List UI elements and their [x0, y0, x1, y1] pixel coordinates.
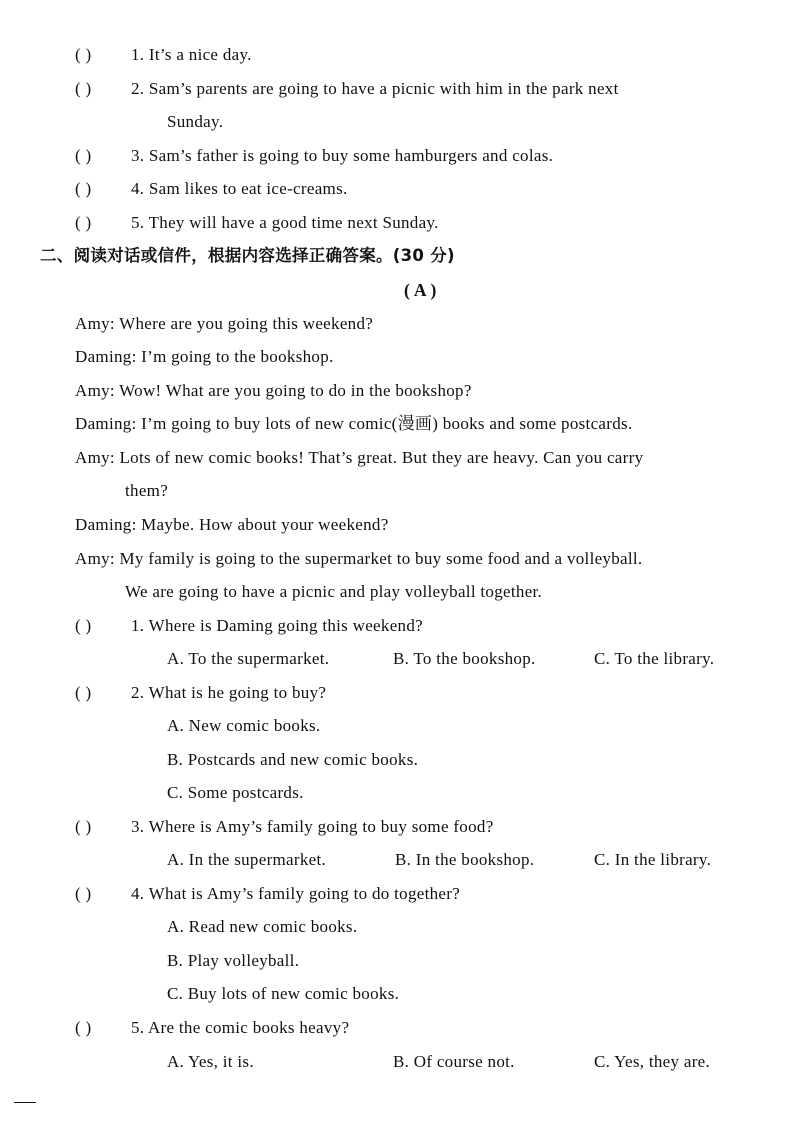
answer-blank[interactable]: ( ) — [75, 213, 92, 232]
option-a[interactable]: A. New comic books. — [167, 716, 321, 735]
option-b[interactable]: B. Play volleyball. — [167, 951, 300, 970]
option-b[interactable]: B. In the bookshop. — [395, 850, 535, 869]
option-b[interactable]: B. Of course not. — [393, 1052, 515, 1071]
option-b[interactable]: B. Postcards and new comic books. — [167, 750, 419, 769]
option-c[interactable]: C. Buy lots of new comic books. — [167, 984, 400, 1003]
answer-blank[interactable]: ( ) — [75, 884, 92, 903]
option-c[interactable]: C. Yes, they are. — [594, 1052, 711, 1071]
dialogue-text: Amy: Wow! What are you going to do in the bookshop? — [75, 381, 472, 400]
statement-text-continued: Sunday. — [167, 112, 224, 131]
dialogue-text: Daming: I’m going to the bookshop. — [75, 347, 334, 366]
option-a[interactable]: A. To the supermarket. — [167, 649, 330, 668]
statement-text: 1. It’s a nice day. — [131, 45, 252, 64]
dialogue-text: Daming: I’m going to buy lots of new comic(漫画) books and some postcards. — [75, 414, 633, 433]
passage-label: ( A ) — [404, 280, 437, 300]
answer-blank[interactable]: ( ) — [75, 1018, 92, 1037]
dialogue-text-continued: them? — [125, 481, 169, 500]
answer-blank[interactable]: ( ) — [75, 683, 92, 702]
answer-blank[interactable]: ( ) — [75, 45, 92, 64]
option-a[interactable]: A. In the supermarket. — [167, 850, 327, 869]
option-a[interactable]: A. Yes, it is. — [167, 1052, 254, 1071]
option-c[interactable]: C. In the library. — [594, 850, 712, 869]
answer-blank[interactable]: ( ) — [75, 146, 92, 165]
dialogue-text: Amy: My family is going to the supermarket to buy some food and a volleyball. — [75, 549, 643, 568]
question-text: 4. What is Amy’s family going to do together? — [131, 884, 461, 903]
answer-blank[interactable]: ( ) — [75, 79, 92, 98]
question-text: 5. Are the comic books heavy? — [131, 1018, 350, 1037]
dialogue-text: Amy: Where are you going this weekend? — [75, 314, 374, 333]
statement-text: 4. Sam likes to eat ice-creams. — [131, 179, 348, 198]
option-b[interactable]: B. To the bookshop. — [393, 649, 536, 668]
statement-text: 3. Sam’s father is going to buy some hamburgers and colas. — [131, 146, 554, 165]
answer-blank[interactable]: ( ) — [75, 616, 92, 635]
question-text: 3. Where is Amy’s family going to buy some food? — [131, 817, 494, 836]
option-a[interactable]: A. Read new comic books. — [167, 917, 358, 936]
question-text: 2. What is he going to buy? — [131, 683, 327, 702]
dialogue-text-continued: We are going to have a picnic and play volleyball together. — [125, 582, 543, 601]
statement-text: 5. They will have a good time next Sunday. — [131, 213, 439, 232]
statement-text: 2. Sam’s parents are going to have a picnic with him in the park next — [131, 79, 619, 98]
dialogue-text: Daming: Maybe. How about your weekend? — [75, 515, 389, 534]
dialogue-text: Amy: Lots of new comic books! That’s great. But they are heavy. Can you carry — [75, 448, 644, 467]
option-c[interactable]: C. Some postcards. — [167, 783, 304, 802]
answer-blank[interactable]: ( ) — [75, 179, 92, 198]
option-c[interactable]: C. To the library. — [594, 649, 715, 668]
section-heading: 二、阅读对话或信件，根据内容选择正确答案。(30 分) — [40, 246, 455, 265]
answer-blank[interactable]: ( ) — [75, 817, 92, 836]
question-text: 1. Where is Daming going this weekend? — [131, 616, 423, 635]
page-corner-rule — [14, 1102, 36, 1103]
